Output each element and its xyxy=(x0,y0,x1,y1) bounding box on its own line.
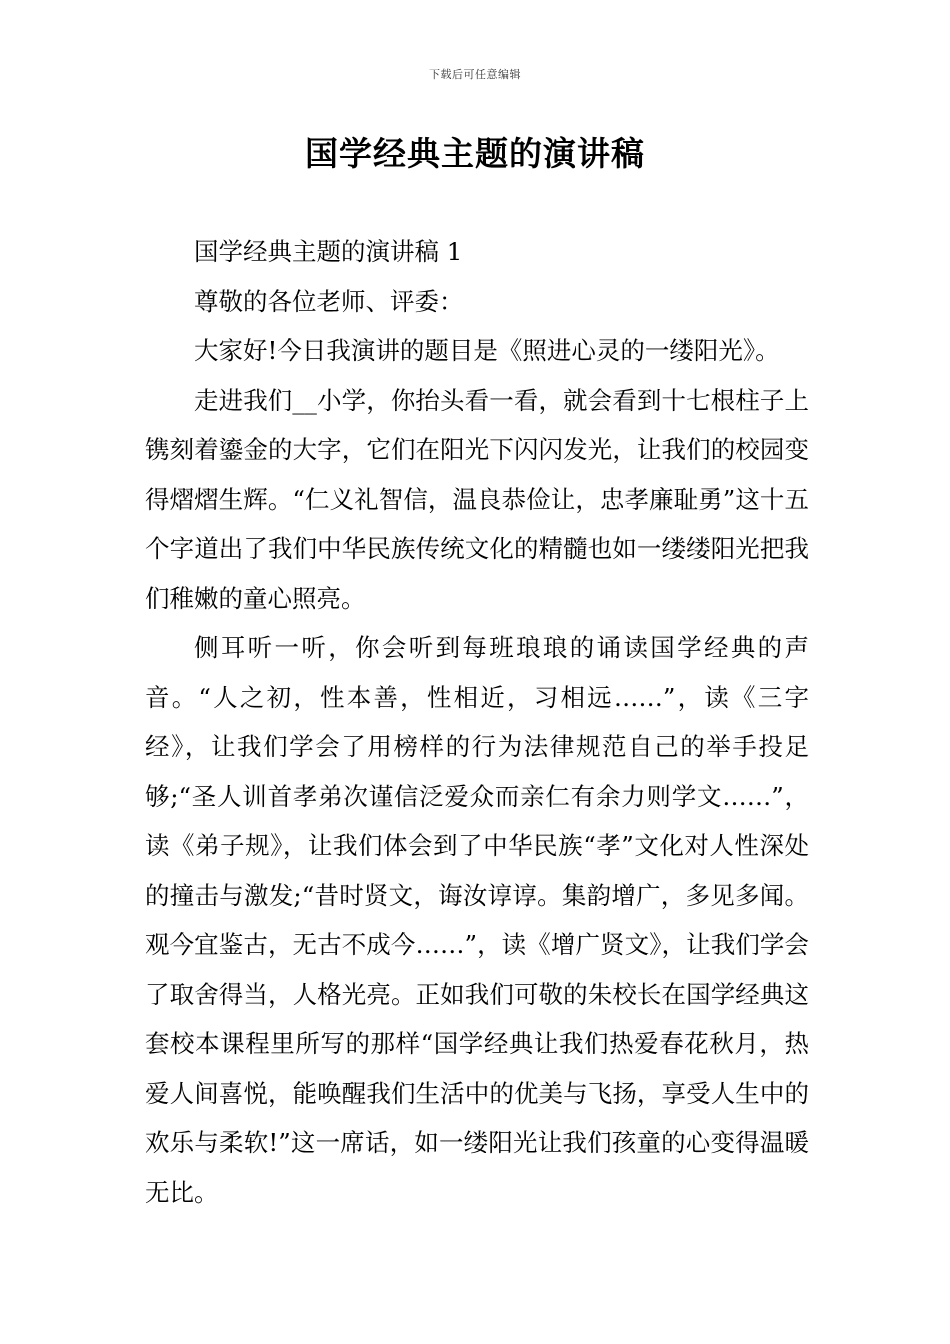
document-title: 国学经典主题的演讲稿 xyxy=(305,134,645,173)
header-note: 下载后可任意编辑 xyxy=(429,68,521,81)
document-body xyxy=(145,227,809,1217)
paragraph-body: 侧耳听一听，你会听到每班琅琅的诵读国学经典的声音。“人之初，性本善，性相近，习相远……”，读《三字经》，让我们学会了用榜样的行为法律规范自己的举手投足够;“圣人训首孝弟次谨信泛爱众而亲仁有余力则学文……”，读《弟子规》，让我们体会到了中华民族“孝”文化对人性深处的撞击与激发;“昔时贤文，诲汝谆谆。集韵增广，多见多闻。观今宜鉴古，无古不成今……”，读《增广贤文》，让我们学会了取舍得当，人格光亮。正如我们可敬的朱校长在国学经典这套校本课程里所写的那样“国学经典让我们热爱春花秋月，热爱人间喜悦，能唤醒我们生活中的优美与飞扬，享受人生中的欢乐与柔软!”这一席话，如一缕阳光让我们孩童的心变得温暖无比。 xyxy=(145,633,809,1207)
paragraph-salutation: 尊敬的各位老师、评委： xyxy=(194,286,464,316)
paragraph-greeting: 大家好!今日我演讲的题目是《照进心灵的一缕阳光》。 xyxy=(194,336,780,365)
paragraph-subtitle: 国学经典主题的演讲稿 1 xyxy=(194,237,463,266)
paragraph-body: 走进我们__小学，你抬头看一看，就会看到十七根柱子上镌刻着鎏金的大字，它们在阳光下闪闪发光，让我们的校园变得熠熠生辉。“仁义礼智信，温良恭俭让，忠孝廉耻勇”这十五个字道出了我们中华民族传统文化的精髓也如一缕缕阳光把我们稚嫩的童心照亮。 xyxy=(145,385,809,613)
